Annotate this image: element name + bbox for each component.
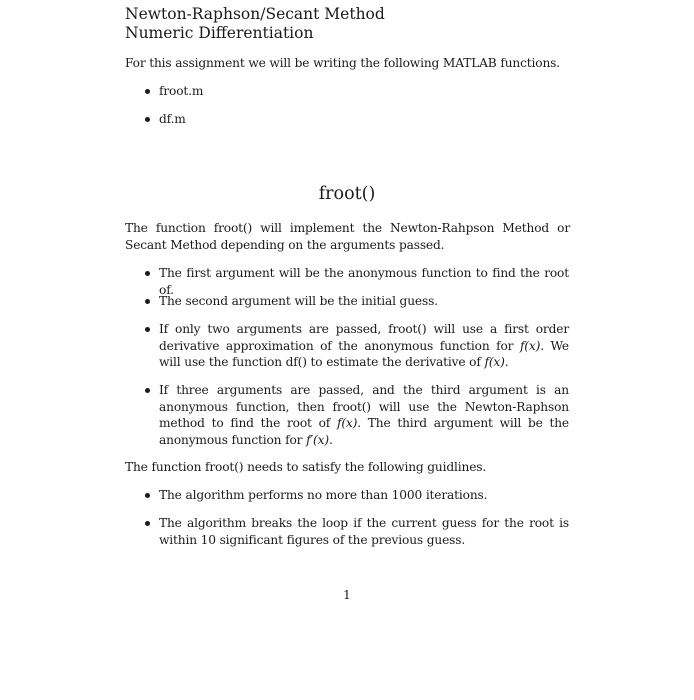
section-heading: froot() bbox=[318, 184, 376, 204]
bullet-icon bbox=[145, 299, 150, 304]
bullet-icon bbox=[145, 327, 150, 332]
intro-paragraph: For this assignment we will be writing the following MATLAB functions. bbox=[125, 56, 560, 70]
list-item bbox=[159, 382, 569, 448]
math-expression: f(x) bbox=[336, 416, 358, 431]
list-item-text: The first argument will be the anonymous function to find the root of. bbox=[159, 266, 569, 297]
list-item bbox=[159, 487, 569, 504]
math-expression: f′(x) bbox=[306, 432, 329, 447]
bullet-icon bbox=[145, 89, 150, 94]
list-item-text: The algorithm breaks the loop if the current guess for the root is within 10 significant figures of the previous guess. bbox=[159, 516, 569, 547]
page-number: 1 bbox=[343, 588, 351, 602]
list-item-text: If three arguments are passed, and the third argument is an anonymous function, then froot() will use the Newton-Raphson method to find the root of bbox=[159, 383, 569, 431]
list-item-text: . We will use the function df() to estimate the derivative of bbox=[159, 338, 569, 370]
file-list-item bbox=[159, 111, 569, 128]
list-item bbox=[159, 515, 569, 548]
bullet-icon bbox=[145, 117, 150, 122]
file-list-item bbox=[159, 83, 569, 100]
bullet-icon bbox=[145, 521, 150, 526]
bullet-icon bbox=[145, 493, 150, 498]
list-item-text: The second argument will be the initial guess. bbox=[159, 294, 438, 308]
list-item-text: . bbox=[328, 432, 333, 447]
file-name: froot.m bbox=[159, 84, 204, 98]
math-expression: f(x) bbox=[519, 338, 541, 353]
document-subtitle: Numeric Differentiation bbox=[125, 24, 314, 42]
list-item bbox=[159, 293, 569, 310]
list-item-text: If only two arguments are passed, froot() will use a first order derivative approximation of the anonymous function for bbox=[159, 322, 569, 353]
document-title: Newton-Raphson/Secant Method bbox=[125, 5, 385, 23]
file-name: df.m bbox=[159, 112, 186, 126]
bullet-icon bbox=[145, 271, 150, 276]
list-item bbox=[159, 321, 569, 371]
section-description: The function froot() will implement the Newton-Rahpson Method or Secant Method depending on the arguments passed. bbox=[125, 221, 570, 252]
bullet-icon bbox=[145, 388, 150, 393]
list-item-text: . The third argument will be the anonymous function for bbox=[159, 416, 569, 447]
guidelines-intro: The function froot() needs to satisfy the following guidlines. bbox=[125, 460, 487, 474]
list-item-text: . bbox=[504, 355, 509, 370]
list-item-text: The algorithm performs no more than 1000 iterations. bbox=[159, 488, 488, 502]
math-expression: f(x) bbox=[484, 355, 505, 370]
